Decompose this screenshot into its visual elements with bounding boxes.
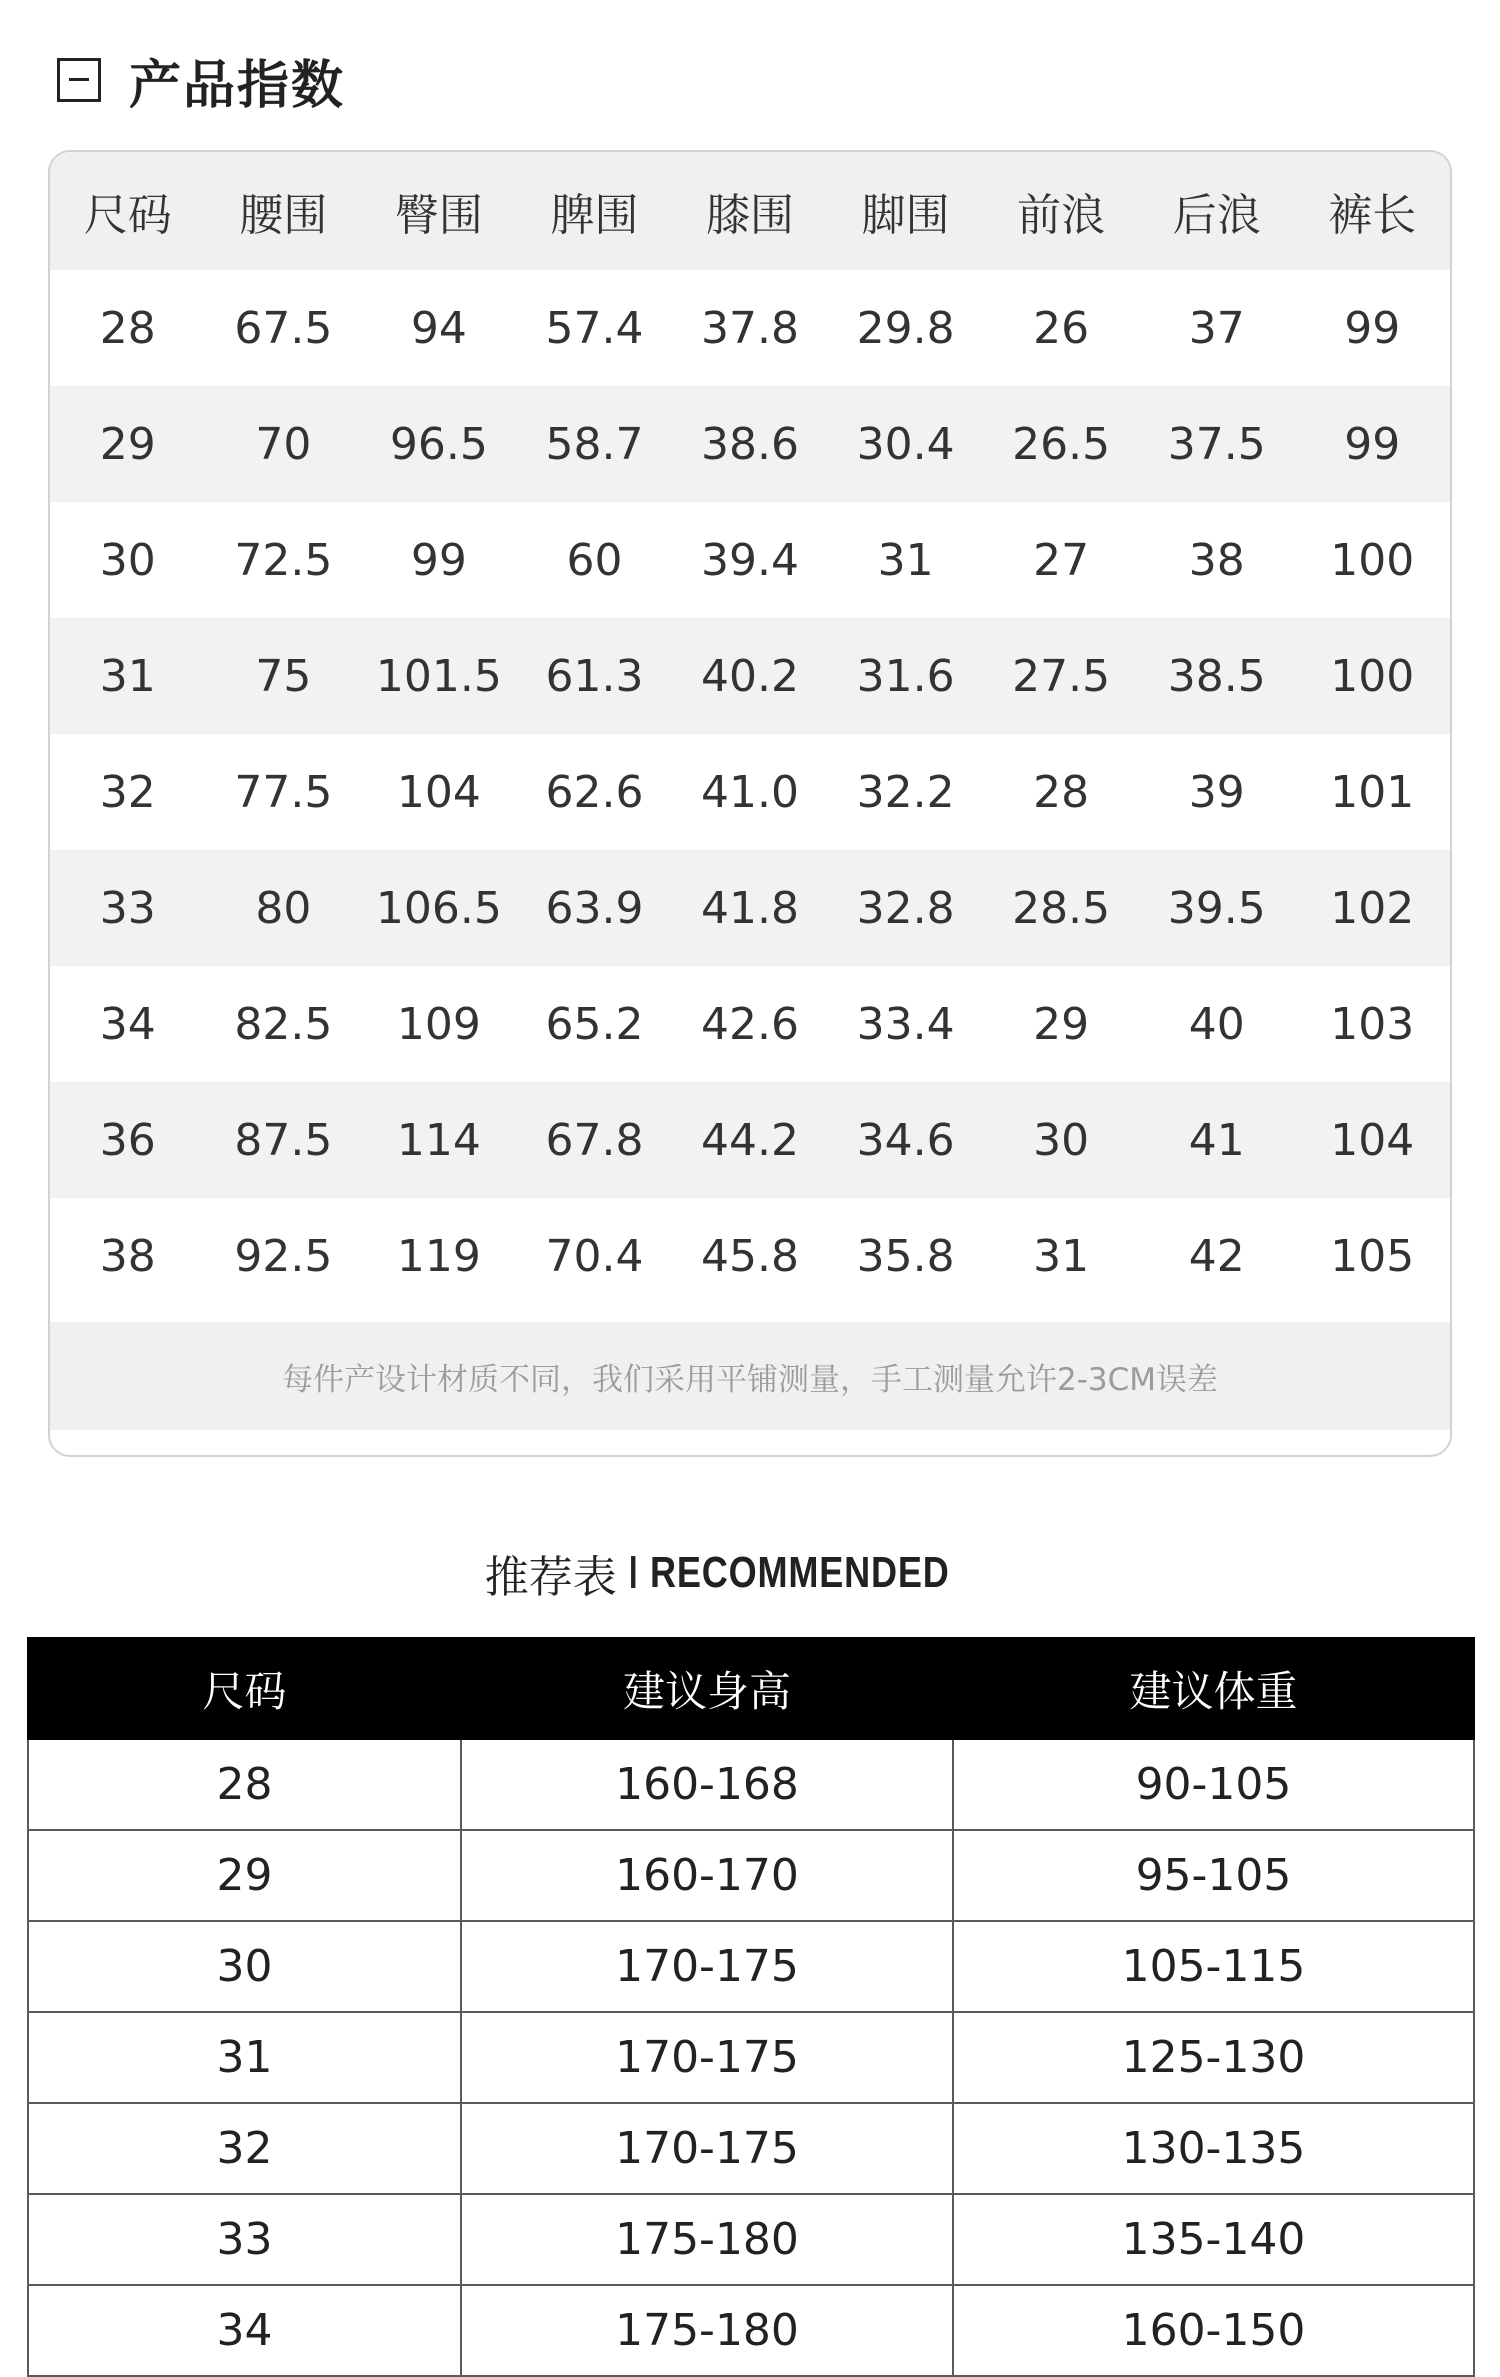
size-table-cell: 102 bbox=[1330, 882, 1415, 934]
size-table-cell: 37 bbox=[1188, 302, 1245, 354]
size-table-cell: 75 bbox=[255, 650, 312, 702]
size-table-cell: 37.8 bbox=[701, 302, 800, 354]
size-header-cell: 尺码 bbox=[83, 190, 172, 241]
size-table-cell: 119 bbox=[396, 1230, 481, 1282]
size-table-cell: 114 bbox=[396, 1114, 481, 1166]
size-table-cell: 87.5 bbox=[234, 1114, 333, 1166]
size-table-cell: 80 bbox=[255, 882, 312, 934]
size-table-cell: 99 bbox=[1344, 418, 1401, 470]
size-header-cell: 腰围 bbox=[239, 190, 328, 241]
size-table-cell: 36 bbox=[99, 1114, 156, 1166]
section-title: 产品指数 bbox=[129, 55, 346, 116]
recommend-table-row bbox=[28, 1739, 1474, 1830]
size-table-cell: 39.5 bbox=[1167, 882, 1266, 934]
recommend-table bbox=[27, 1637, 1475, 2377]
size-table-cell: 38 bbox=[1188, 534, 1245, 586]
size-table-row bbox=[50, 1082, 1450, 1198]
size-table-cell: 28.5 bbox=[1012, 882, 1111, 934]
recommend-table-cell: 28 bbox=[28, 1739, 461, 1830]
size-table-row bbox=[50, 502, 1450, 618]
size-table-cell: 27 bbox=[1033, 534, 1090, 586]
size-table-cell: 29.8 bbox=[856, 302, 955, 354]
size-table-row bbox=[50, 1198, 1450, 1314]
size-table-cell: 70.4 bbox=[545, 1230, 644, 1282]
size-table-cell: 38.5 bbox=[1167, 650, 1266, 702]
size-table-cell: 67.8 bbox=[545, 1114, 644, 1166]
size-table-cell: 58.7 bbox=[545, 418, 644, 470]
recommend-table-cell: 125-130 bbox=[953, 2012, 1474, 2103]
size-table-cell: 31 bbox=[1033, 1230, 1090, 1282]
size-table-cell: 33 bbox=[99, 882, 156, 934]
size-table-cell: 103 bbox=[1330, 998, 1415, 1050]
size-table-cell: 31 bbox=[877, 534, 934, 586]
size-table-cell: 101.5 bbox=[375, 650, 502, 702]
recommend-table-cell: 33 bbox=[28, 2194, 461, 2285]
size-table-cell: 94 bbox=[410, 302, 467, 354]
size-table-cell: 92.5 bbox=[234, 1230, 333, 1282]
size-table-cell: 82.5 bbox=[234, 998, 333, 1050]
size-table-cell: 38 bbox=[99, 1230, 156, 1282]
recommend-table-cell: 175-180 bbox=[461, 2285, 953, 2376]
size-table-cell: 26.5 bbox=[1012, 418, 1111, 470]
recommend-table-cell: 95-105 bbox=[953, 1830, 1474, 1921]
recommend-table-row bbox=[28, 2012, 1474, 2103]
recommend-header-cell: 建议体重 bbox=[953, 1638, 1474, 1739]
size-table-cell: 40 bbox=[1188, 998, 1245, 1050]
size-table-cell: 70 bbox=[255, 418, 312, 470]
size-table-cell: 63.9 bbox=[545, 882, 644, 934]
size-header-cell: 脚围 bbox=[861, 190, 950, 241]
recommend-table-cell: 105-115 bbox=[953, 1921, 1474, 2012]
size-table-cell: 29 bbox=[1033, 998, 1090, 1050]
size-table-cell: 57.4 bbox=[545, 302, 644, 354]
size-table-cell: 29 bbox=[99, 418, 156, 470]
size-table-row bbox=[50, 850, 1450, 966]
size-table-cell: 31 bbox=[99, 650, 156, 702]
size-table-cell: 109 bbox=[396, 998, 481, 1050]
size-table-cell: 101 bbox=[1330, 766, 1415, 818]
recommend-title-cn: 推荐表 bbox=[484, 1552, 617, 1603]
recommend-table-cell: 135-140 bbox=[953, 2194, 1474, 2285]
recommend-table-row bbox=[28, 2103, 1474, 2194]
size-table-row bbox=[50, 270, 1450, 386]
size-table-cell: 26 bbox=[1033, 302, 1090, 354]
size-table-cell: 96.5 bbox=[389, 418, 488, 470]
size-table-row bbox=[50, 386, 1450, 502]
section-header bbox=[57, 44, 345, 116]
recommend-table-cell: 170-175 bbox=[461, 2103, 953, 2194]
size-table-card bbox=[48, 150, 1452, 1457]
size-table-cell: 39 bbox=[1188, 766, 1245, 818]
recommend-table-cell: 170-175 bbox=[461, 2012, 953, 2103]
size-header-cell: 膝围 bbox=[706, 190, 795, 241]
recommend-table-cell: 32 bbox=[28, 2103, 461, 2194]
recommend-title-en: RECOMMENDED bbox=[649, 1548, 950, 1597]
recommend-table-row bbox=[28, 2285, 1474, 2376]
size-header-cell: 前浪 bbox=[1017, 190, 1106, 241]
collapse-square-icon[interactable] bbox=[57, 58, 101, 102]
size-table-row bbox=[50, 734, 1450, 850]
recommend-table-header bbox=[28, 1638, 1474, 1739]
size-table-header bbox=[50, 152, 1450, 270]
size-table-cell: 41.0 bbox=[701, 766, 800, 818]
size-table-cell: 39.4 bbox=[701, 534, 800, 586]
size-table-row bbox=[50, 618, 1450, 734]
recommend-table-row bbox=[28, 1921, 1474, 2012]
recommend-table-cell: 175-180 bbox=[461, 2194, 953, 2285]
recommend-table-cell: 170-175 bbox=[461, 1921, 953, 2012]
recommend-table-cell: 30 bbox=[28, 1921, 461, 2012]
size-table-cell: 99 bbox=[410, 534, 467, 586]
size-table-cell: 45.8 bbox=[701, 1230, 800, 1282]
size-table-cell: 41.8 bbox=[701, 882, 800, 934]
size-table-cell: 105 bbox=[1330, 1230, 1415, 1282]
size-table-cell: 65.2 bbox=[545, 998, 644, 1050]
size-table-cell: 28 bbox=[1033, 766, 1090, 818]
recommend-title bbox=[0, 1538, 1500, 1608]
size-table-cell: 100 bbox=[1330, 534, 1415, 586]
size-table-cell: 67.5 bbox=[234, 302, 333, 354]
size-table bbox=[50, 152, 1450, 1314]
size-table-cell: 31.6 bbox=[856, 650, 955, 702]
size-table-cell: 30 bbox=[99, 534, 156, 586]
recommend-table-cell: 160-150 bbox=[953, 2285, 1474, 2376]
size-table-cell: 99 bbox=[1344, 302, 1401, 354]
title-separator: I bbox=[626, 1547, 640, 1599]
size-table-cell: 34 bbox=[99, 998, 156, 1050]
size-header-cell: 臀围 bbox=[394, 190, 483, 241]
size-table-cell: 35.8 bbox=[856, 1230, 955, 1282]
size-table-cell: 27.5 bbox=[1012, 650, 1111, 702]
size-table-cell: 44.2 bbox=[701, 1114, 800, 1166]
size-table-cell: 106.5 bbox=[375, 882, 502, 934]
size-table-cell: 42 bbox=[1188, 1230, 1245, 1282]
measurement-note: 每件产设计材质不同，我们采用平铺测量，手工测量允许2-3CM误差 bbox=[50, 1322, 1450, 1430]
size-table-cell: 72.5 bbox=[234, 534, 333, 586]
size-table-cell: 61.3 bbox=[545, 650, 644, 702]
size-table-row bbox=[50, 966, 1450, 1082]
recommend-header-cell: 建议身高 bbox=[461, 1638, 953, 1739]
size-header-cell: 脾围 bbox=[550, 190, 639, 241]
recommend-table-row bbox=[28, 1830, 1474, 1921]
recommend-table-row bbox=[28, 2194, 1474, 2285]
size-table-cell: 62.6 bbox=[545, 766, 644, 818]
size-table-cell: 41 bbox=[1188, 1114, 1245, 1166]
recommend-table-cell: 130-135 bbox=[953, 2103, 1474, 2194]
size-table-cell: 60 bbox=[566, 534, 623, 586]
size-table-cell: 40.2 bbox=[701, 650, 800, 702]
size-table-cell: 30 bbox=[1033, 1114, 1090, 1166]
size-table-cell: 104 bbox=[1330, 1114, 1415, 1166]
size-table-cell: 32.8 bbox=[856, 882, 955, 934]
size-table-cell: 30.4 bbox=[856, 418, 955, 470]
recommend-header-cell: 尺码 bbox=[28, 1638, 461, 1739]
size-table-cell: 28 bbox=[99, 302, 156, 354]
size-table-cell: 42.6 bbox=[701, 998, 800, 1050]
size-table-cell: 33.4 bbox=[856, 998, 955, 1050]
recommend-table-cell: 160-170 bbox=[461, 1830, 953, 1921]
recommend-table-cell: 34 bbox=[28, 2285, 461, 2376]
size-table-cell: 77.5 bbox=[234, 766, 333, 818]
recommend-table-cell: 160-168 bbox=[461, 1739, 953, 1830]
size-table-cell: 104 bbox=[396, 766, 481, 818]
recommend-table-cell: 31 bbox=[28, 2012, 461, 2103]
size-table-cell: 32.2 bbox=[856, 766, 955, 818]
size-table-cell: 32 bbox=[99, 766, 156, 818]
size-header-cell: 裤长 bbox=[1328, 190, 1417, 241]
size-table-cell: 100 bbox=[1330, 650, 1415, 702]
size-table-cell: 37.5 bbox=[1167, 418, 1266, 470]
size-table-cell: 34.6 bbox=[856, 1114, 955, 1166]
recommend-table-cell: 90-105 bbox=[953, 1739, 1474, 1830]
recommend-table-cell: 29 bbox=[28, 1830, 461, 1921]
size-header-cell: 后浪 bbox=[1172, 190, 1261, 241]
size-table-cell: 38.6 bbox=[701, 418, 800, 470]
